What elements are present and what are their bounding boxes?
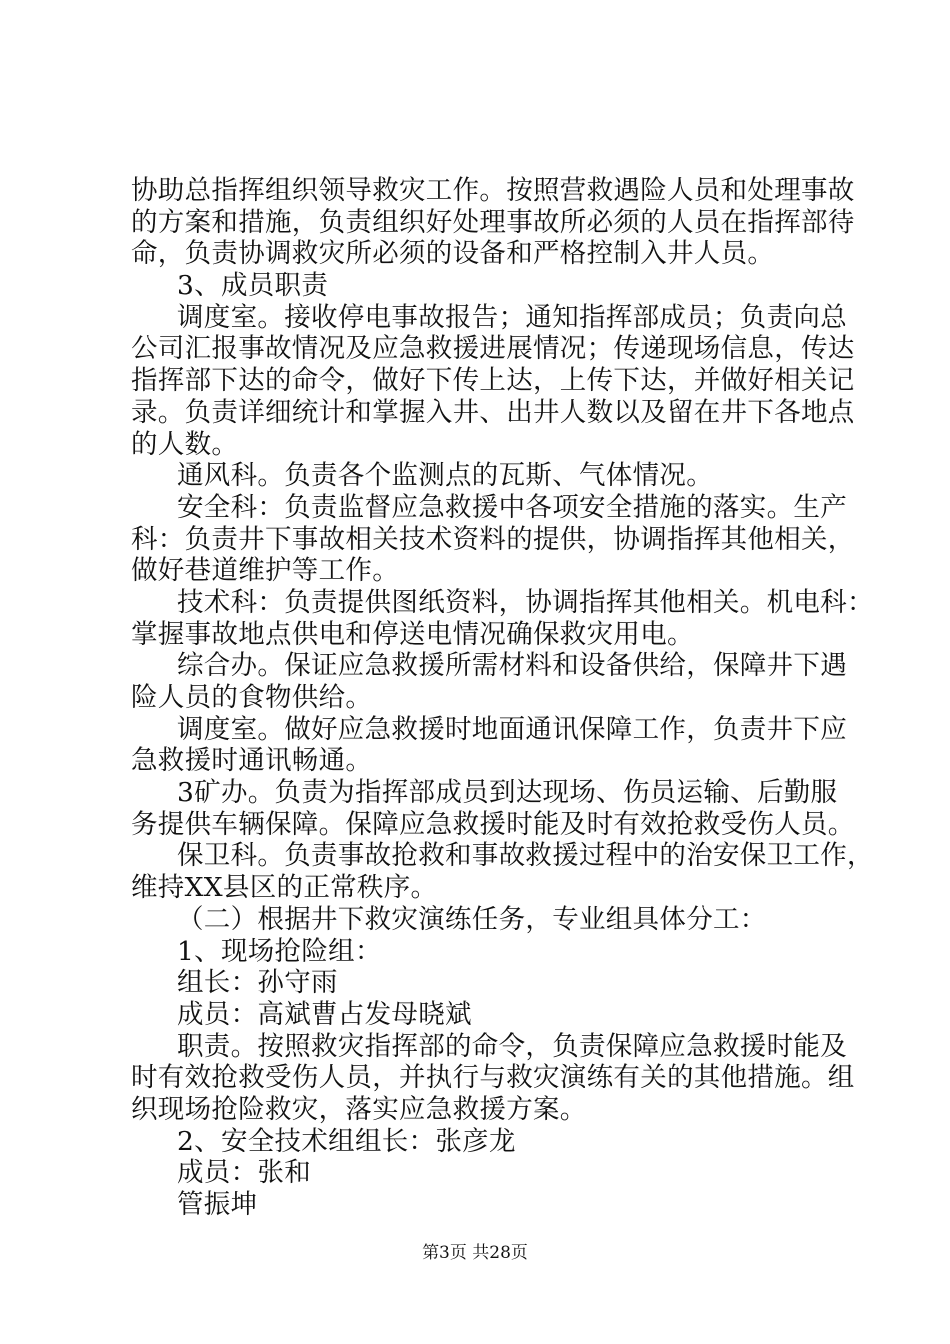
document-body (131, 175, 874, 1221)
text-line: 科：负责井下事故相关技术资料的提供，协调指挥其他相关， (131, 523, 855, 555)
text-line: 急救援时通讯畅通。 (131, 745, 373, 777)
text-line: 通风科。负责各个监测点的瓦斯、气体情况。 (177, 460, 713, 492)
text-line: （二）根据井下救灾演练任务，专业组具体分工： (177, 903, 767, 935)
text-line: 2、安全技术组组长：张彦龙 (177, 1125, 516, 1157)
text-line: 录。负责详细统计和掌握入井、出井人数以及留在井下各地点 (131, 396, 855, 428)
text-line: 的方案和措施，负责组织好处理事故所必须的人员在指挥部待 (131, 206, 855, 238)
text-line: 公司汇报事故情况及应急救援进展情况；传递现场信息，传达 (131, 333, 855, 365)
text-line: 时有效抢救受伤人员，并执行与救灾演练有关的其他措施。组 (131, 1062, 855, 1094)
text-line: 协助总指挥组织领导救灾工作。按照营救遇险人员和处理事故 (131, 175, 855, 206)
text-line: 管振坤 (177, 1189, 258, 1220)
text-line: 组长：孙守雨 (177, 967, 338, 999)
text-line: 织现场抢险救灾，落实应急救援方案。 (131, 1093, 587, 1125)
page-number: 第3页 共28页 (422, 1243, 528, 1263)
text-line: 成员：张和 (177, 1157, 311, 1189)
text-line: 保卫科。负责事故抢救和事故救援过程中的治安保卫工作， (177, 840, 874, 872)
text-line: 职责。按照救灾指挥部的命令，负责保障应急救援时能及 (177, 1030, 847, 1062)
text-line: 务提供车辆保障。保障应急救援时能及时有效抢救受伤人员。 (131, 808, 855, 840)
text-line: 综合办。保证应急救援所需材料和设备供给，保障井下遇 (177, 650, 847, 682)
text-line: 3矿办。负责为指挥部成员到达现场、伤员运输、后勤服 (177, 777, 838, 809)
text-line: 安全科：负责监督应急救援中各项安全措施的落实。生产 (177, 491, 847, 523)
text-line: 1、现场抢险组： (177, 935, 382, 967)
text-line: 3、成员职责 (177, 270, 329, 302)
text-line: 险人员的食物供给。 (131, 682, 373, 713)
text-line: 指挥部下达的命令，做好下传上达，上传下达，并做好相关记 (131, 365, 855, 397)
text-line: 维持XX县区的正常秩序。 (131, 872, 438, 904)
text-line: 调度室。接收停电事故报告；通知指挥部成员；负责向总 (177, 301, 847, 333)
text-line: 命，负责协调救灾所必须的设备和严格控制入井人员。 (131, 238, 775, 270)
text-line: 技术科：负责提供图纸资料，协调指挥其他相关。机电科： (177, 586, 874, 618)
text-line: 成员：高斌曹占发母晓斌 (177, 998, 472, 1030)
text-line: 的人数。 (131, 428, 239, 460)
text-line: 做好巷道维护等工作。 (131, 555, 399, 587)
text-line: 调度室。做好应急救援时地面通讯保障工作，负责井下应 (177, 713, 847, 745)
text-line: 掌握事故地点供电和停送电情况确保救灾用电。 (131, 618, 694, 650)
